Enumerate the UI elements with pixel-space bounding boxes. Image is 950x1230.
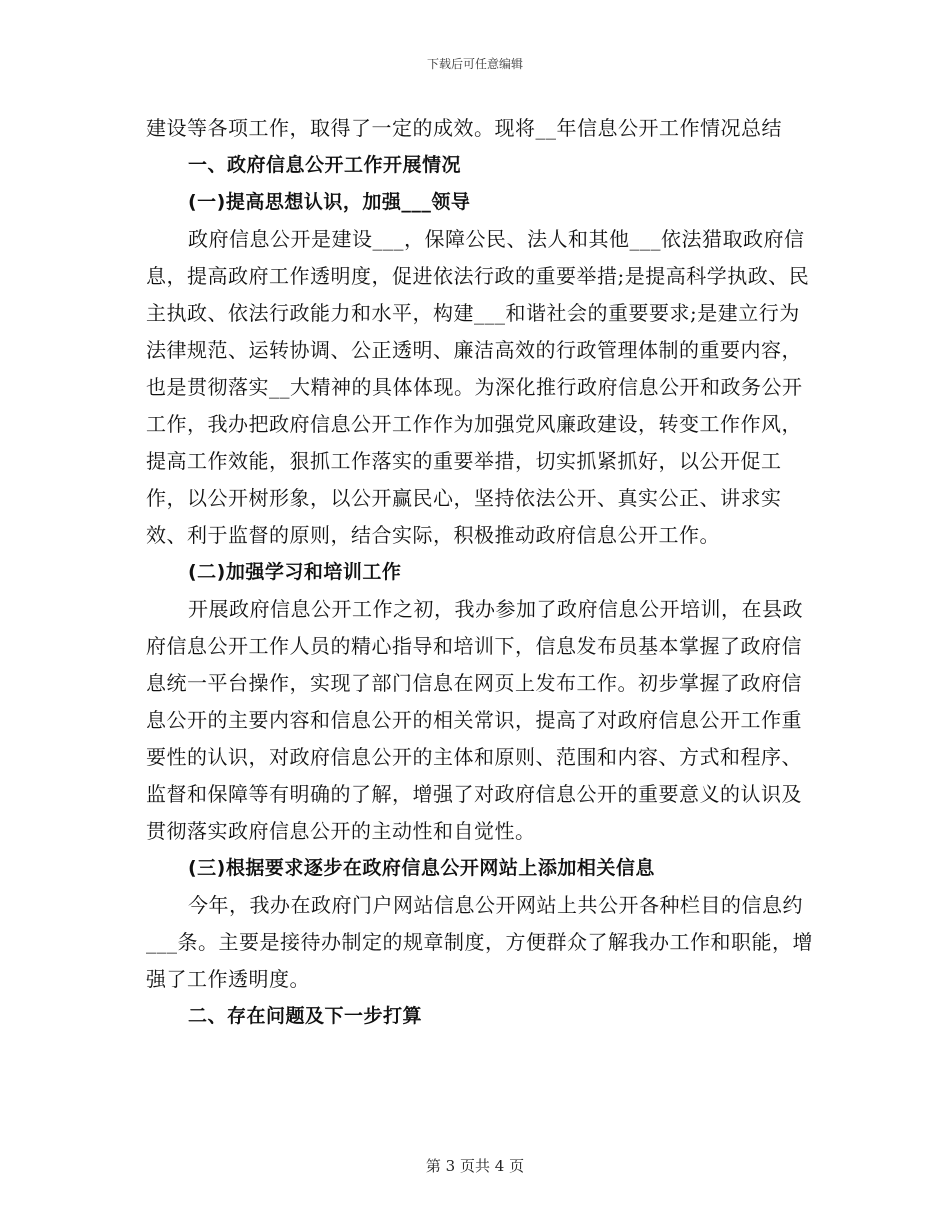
subsection-2-paragraph: 开展政府信息公开工作之初，我办参加了政府信息公开培训，在县政府信息公开工作人员的精心指导和培训下，信息发布员基本掌握了政府信息统一平台操作，实现了部门信息在网页上发布工作。初步掌握了政府信息公开的主要内容和信息公开的相关常识，提高了对政府信息公开工作重要性的认识，对政府信息公开的主体和原则、范围和内容、方式和程序、监督和保障等有明确的了解，增强了对政府信息公开的重要意义的认识及贯彻落实政府信息公开的主动性和自觉性。 bbox=[146, 597, 803, 843]
intro-paragraph: 建设等各项工作，取得了一定的成效。现将__年信息公开工作情况总结 bbox=[146, 116, 782, 140]
subsection-2-heading: (二)加强学习和培训工作 bbox=[188, 561, 402, 583]
document-body bbox=[146, 110, 816, 1035]
section-1-heading: 一、政府信息公开工作开展情况 bbox=[188, 154, 462, 176]
section-2-heading: 二、存在问题及下一步打算 bbox=[188, 1005, 423, 1027]
header-note: 下载后可任意编辑 bbox=[426, 57, 523, 71]
page-number: 第 3 页共 4 页 bbox=[425, 1157, 525, 1175]
subsection-3-paragraph: 今年，我办在政府门户网站信息公开网站上共公开各种栏目的信息约___条。主要是接待办制定的规章制度，方便群众了解我办工作和职能，增强了工作透明度。 bbox=[146, 893, 813, 991]
subsection-1-paragraph: 政府信息公开是建设___，保障公民、法人和其他___依法猎取政府信息，提高政府工作透明度，促进依法行政的重要举措;是提高科学执政、民主执政、依法行政能力和水平，构建___和谐社会的重要要求;是建立行为法律规范、运转协调、公正透明、廉洁高效的行政管理体制的重要内容，也是贯彻落实__大精神的具体体现。为深化推行政府信息公开和政务公开工作，我办把政府信息公开工作作为加强党风廉政建设，转变工作作风，提高工作效能，狠抓工作落实的重要举措，切实抓紧抓好，以公开促工作，以公开树形象，以公开赢民心，坚持依法公开、真实公正、讲求实效、利于监督的原则，结合实际，积极推动政府信息公开工作。 bbox=[146, 227, 810, 547]
subsection-1-heading: (一)提高思想认识，加强___领导 bbox=[188, 191, 471, 213]
subsection-3-heading: (三)根据要求逐步在政府信息公开网站上添加相关信息 bbox=[188, 857, 655, 879]
